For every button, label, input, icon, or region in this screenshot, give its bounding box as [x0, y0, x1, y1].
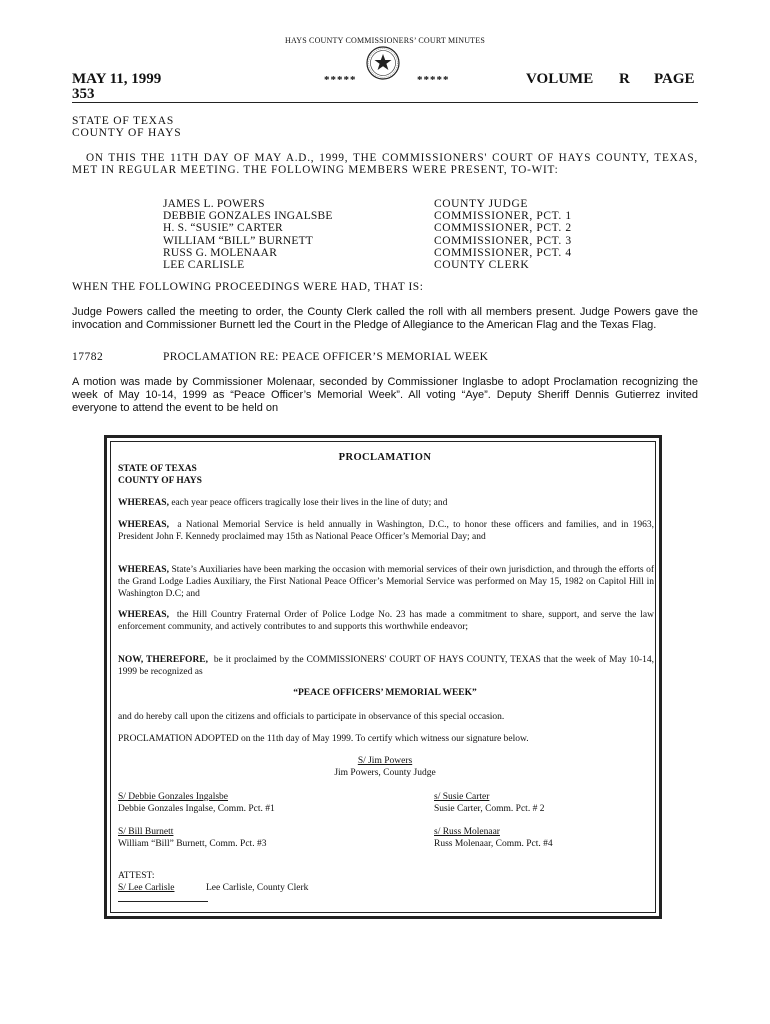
motion-paragraph: A motion was made by Commissioner Molenaar, seconded by Commissioner Inglasbe to adopt Proclamation recognizing the week of May 10-14, 1999 as “Peace Officer’s Memorial Week”. All voting “Aye”. Deputy Sheriff Dennis Gutierrez invited everyone to attend the event to be held on	[72, 376, 698, 414]
member-name: RUSS G. MOLENAAR	[163, 246, 278, 259]
attest-signature-text: S/ Lee Carlisle	[118, 883, 175, 893]
members-titles	[434, 198, 572, 271]
whereas-text: a National Memorial Service is held annually in Washington, D.C., to honor these officers and families, and in 1963, President John F. Kennedy proclaimed may 15th as National Peace Officer’s Memorial Day; and	[118, 520, 654, 542]
whereas-label: WHEREAS,	[118, 498, 169, 508]
member-title: COUNTY CLERK	[434, 259, 530, 272]
judge-name: Jim Powers, County Judge	[334, 768, 436, 778]
whereas-label: WHEREAS,	[118, 610, 169, 620]
whereas-text: the Hill Country Fraternal Order of Police Lodge No. 23 has made a commitment to share, support, and serve the law enforcement community, and actively contributes to and supports this worthwhile endeavor;	[118, 610, 654, 632]
signatory-name: Susie Carter, Comm. Pct. # 2	[434, 804, 545, 814]
member-title: COMMISSIONER, PCT. 2	[434, 222, 572, 235]
minutes-date: MAY 11, 1999	[72, 71, 162, 87]
signatory-name: Debbie Gonzales Ingalse, Comm. Pct. #1	[118, 804, 275, 814]
member-title: COMMISSIONER, PCT. 3	[434, 234, 572, 247]
adopted-text: PROCLAMATION ADOPTED on the 11th day of May 1999. To certify which witness our signature below.	[118, 734, 529, 744]
member-title: COUNTY JUDGE	[434, 198, 528, 210]
whereas-clause	[118, 519, 654, 543]
item-title: PROCLAMATION RE: PEACE OFFICER’S MEMORIAL WEEK	[163, 351, 489, 363]
recognized-title: “PEACE OFFICERS’ MEMORIAL WEEK”	[293, 688, 477, 698]
attest-blank-line	[118, 901, 208, 902]
member-name: JAMES L. POWERS	[163, 198, 265, 210]
member-title: COMMISSIONER, PCT. 4	[434, 246, 572, 259]
members-names	[163, 198, 333, 271]
header-rule	[72, 102, 698, 103]
judge-signature	[0, 756, 770, 766]
attest-signature	[118, 882, 308, 894]
signatory-name: Russ Molenaar, Comm. Pct. #4	[434, 839, 553, 849]
signature-text: s/ Susie Carter	[434, 792, 490, 802]
now-therefore-label: NOW, THEREFORE,	[118, 655, 209, 665]
volume-value: R	[619, 71, 630, 87]
signature-text: S/ Debbie Gonzales Ingalsbe	[118, 792, 229, 802]
state-line: STATE OF TEXAS	[72, 115, 175, 127]
volume-label: VOLUME	[526, 71, 594, 87]
whereas-label: WHEREAS,	[118, 565, 169, 575]
now-therefore-clause	[118, 654, 654, 678]
page-label: PAGE	[654, 71, 695, 87]
proclamation-county: COUNTY OF HAYS	[118, 476, 202, 486]
member-title: COMMISSIONER, PCT. 1	[434, 210, 572, 223]
signature-line	[118, 791, 298, 803]
signature-line	[434, 826, 614, 838]
stars-right: *****	[417, 74, 450, 86]
county-line: COUNTY OF HAYS	[72, 127, 182, 139]
item-number: 17782	[72, 351, 104, 363]
proclamation-state: STATE OF TEXAS	[118, 464, 197, 474]
whereas-label: WHEREAS,	[118, 520, 169, 530]
member-name: LEE CARLISLE	[163, 259, 245, 272]
proceedings-intro: WHEN THE FOLLOWING PROCEEDINGS WERE HAD, THAT IS:	[72, 281, 424, 293]
attest-label: ATTEST:	[118, 871, 155, 881]
stars-left: *****	[324, 74, 357, 86]
signature-line	[118, 826, 298, 838]
whereas-text: each year peace officers tragically lose their lives in the line of duty; and	[171, 498, 448, 508]
judge-signature-text: S/ Jim Powers	[357, 756, 413, 766]
county-seal-icon	[366, 46, 400, 80]
whereas-clause	[118, 497, 654, 509]
whereas-clause	[118, 564, 654, 600]
call-upon-text: and do hereby call upon the citizens and officials to participate in observance of this special occasion.	[118, 712, 505, 722]
proclamation-title: PROCLAMATION	[338, 452, 432, 463]
attest-name: Lee Carlisle, County Clerk	[206, 883, 309, 893]
whereas-clause	[118, 609, 654, 633]
call-to-order-paragraph: Judge Powers called the meeting to order, the County Clerk called the roll with all members present. Judge Powers gave the invocation and Commissioner Burnett led the Court in the Pledge of Allegiance to the American Flag and the Texas Flag.	[72, 306, 698, 331]
member-name: H. S. “SUSIE” CARTER	[163, 222, 283, 235]
whereas-text: State’s Auxiliaries have been marking the occasion with memorial services of their own jurisdiction, and through the efforts of the Grand Lodge Ladies Auxiliary, the First National Peace Officer’s Memorial Service was performed on May 15, 1982 on Capitol Hill in Washington D.C; and	[118, 565, 654, 599]
opening-paragraph: ON THIS THE 11TH DAY OF MAY A.D., 1999, THE COMMISSIONERS' COURT OF HAYS COUNTY, TEXAS, MET IN REGULAR MEETING. THE FOLLOWING MEMBERS WERE PRESENT, TO-WIT:	[72, 152, 698, 177]
signature-text: s/ Russ Molenaar	[434, 827, 500, 837]
signature-text: S/ Bill Burnett	[118, 827, 174, 837]
member-name: WILLIAM “BILL” BURNETT	[163, 234, 314, 247]
now-therefore-text: be it proclaimed by the COMMISSIONERS' COURT OF HAYS COUNTY, TEXAS that the week of May 10-14, 1999 be recognized as	[118, 655, 655, 677]
signatory-name: William “Bill” Burnett, Comm. Pct. #3	[118, 839, 267, 849]
page-number: 353	[72, 86, 95, 102]
member-name: DEBBIE GONZALES INGALSBE	[163, 210, 333, 223]
signature-line	[434, 791, 614, 803]
running-header: HAYS COUNTY COMMISSIONERS’ COURT MINUTES	[285, 36, 485, 45]
